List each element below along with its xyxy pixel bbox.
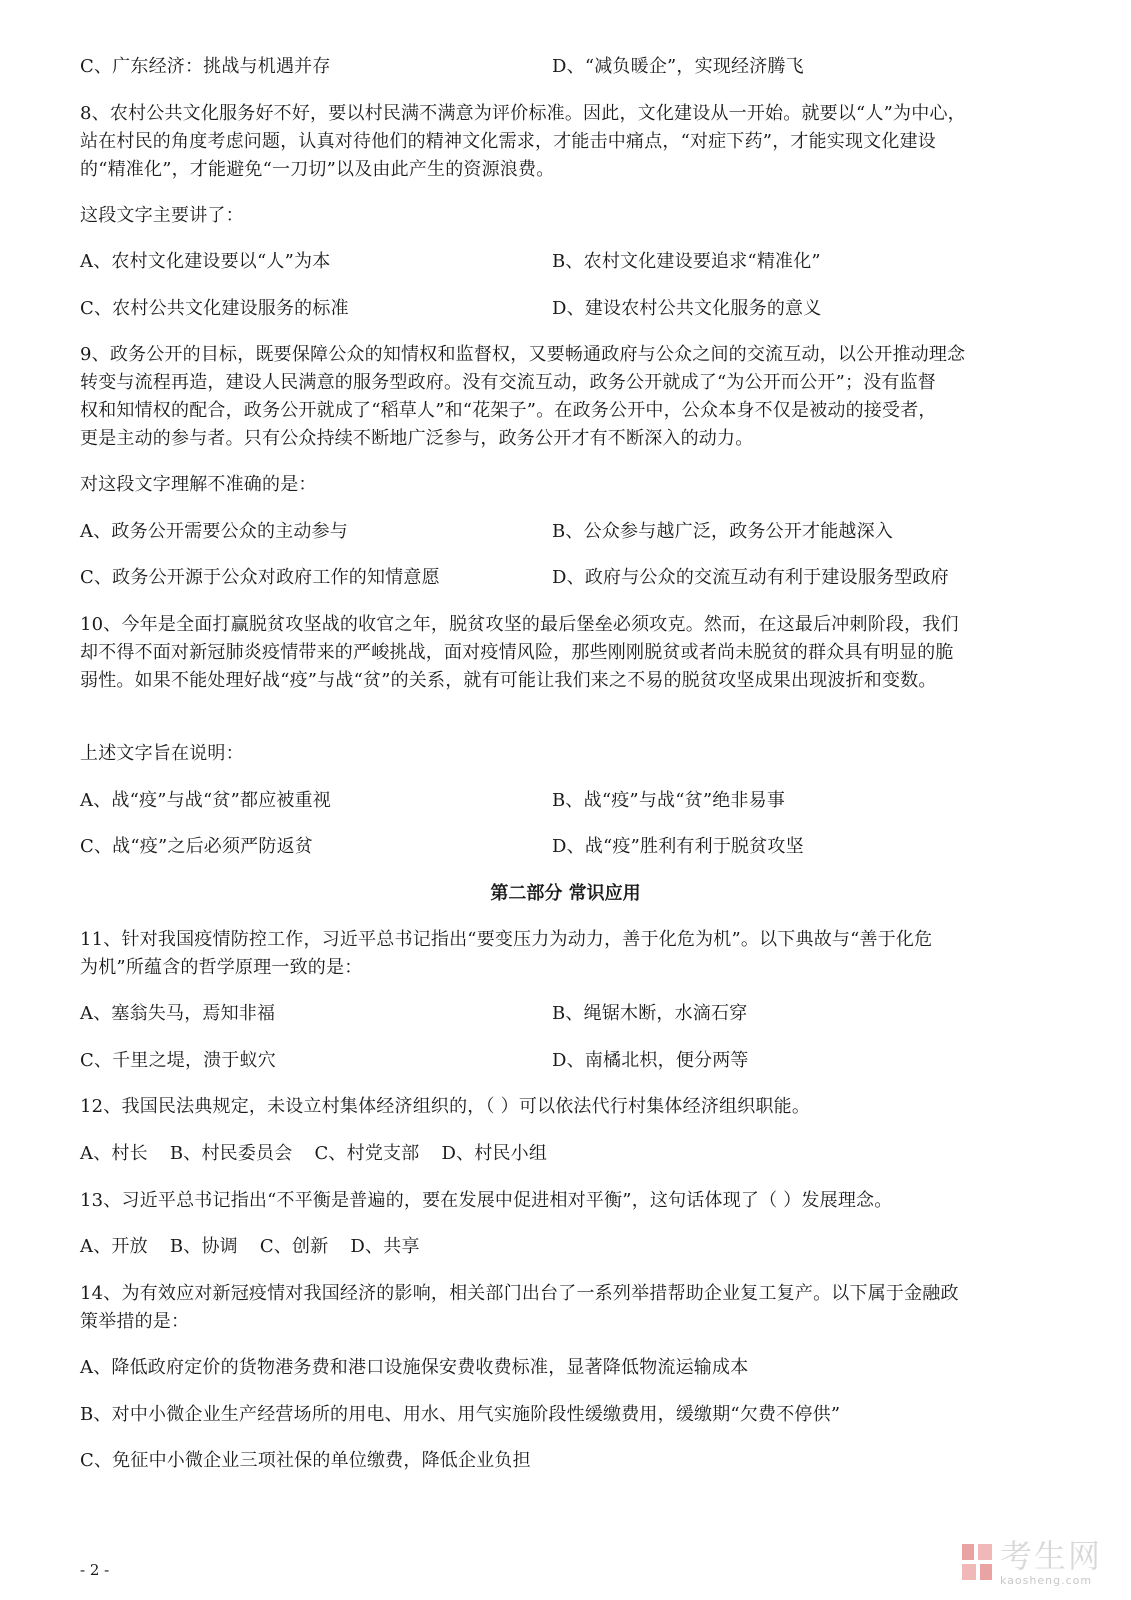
watermark-text: 考生网 — [1000, 1537, 1103, 1575]
q11-option-a: A、塞翁失马，焉知非福 — [80, 1003, 276, 1024]
q9-option-c: C、政务公开源于公众对政府工作的知情意愿 — [80, 567, 440, 588]
q13-option: C、创新 — [259, 1236, 329, 1257]
q12-option: C、村党支部 — [314, 1143, 420, 1164]
q13-text: 13、习近平总书记指出“不平衡是普遍的，要在发展中促进相对平衡”，这句话体现了（ ）发展理念。 — [80, 1190, 893, 1211]
q8-text-line: 的“精准化”，才能避免“一刀切”以及由此产生的资源浪费。 — [80, 159, 555, 180]
q11-option-c: C、千里之堤，溃于蚁穴 — [80, 1050, 276, 1071]
q8-option-a: A、农村文化建设要以“人”为本 — [80, 251, 331, 272]
q13-options — [80, 1234, 442, 1260]
q13-option: B、协调 — [169, 1236, 238, 1257]
q10-option-b: B、战“疫”与战“贫”绝非易事 — [552, 790, 786, 811]
q10-text-line: 10、今年是全面打赢脱贫攻坚战的收官之年，脱贫攻坚的最后堡垒必须攻克。然而，在这最后冲刺阶段，我们 — [80, 614, 959, 635]
q12-option: B、村民委员会 — [169, 1143, 293, 1164]
q9-text-line: 权和知情权的配合，政务公开就成了“稻草人”和“花架子”。在政务公开中，公众本身不仅是被动的接受者， — [80, 400, 937, 421]
q9-text-line: 9、政务公开的目标，既要保障公众的知情权和监督权，又要畅通政府与公众之间的交流互动，以公开推动理念 — [80, 344, 966, 365]
q7-option-c: C、广东经济：挑战与机遇并存 — [80, 56, 331, 77]
q8-option-c: C、农村公共文化建设服务的标准 — [80, 298, 349, 319]
q14-text-line: 14、为有效应对新冠疫情对我国经济的影响，相关部门出台了一系列举措帮助企业复工复产。以下属于金融政 — [80, 1283, 959, 1304]
q10-option-d: D、战“疫”胜利有利于脱贫攻坚 — [552, 836, 804, 857]
q14-option-a: A、降低政府定价的货物港务费和港口设施保安费收费标准，显著降低物流运输成本 — [80, 1357, 749, 1378]
q12-option: A、村长 — [80, 1143, 148, 1164]
q9-text-line: 更是主动的参与者。只有公众持续不断地广泛参与，政务公开才有不断深入的动力。 — [80, 428, 754, 449]
q14-option-c: C、免征中小微企业三项社保的单位缴费，降低企业负担 — [80, 1450, 531, 1471]
q11-text-line: 11、针对我国疫情防控工作，习近平总书记指出“要变压力为动力，善于化危为机”。以下典故与“善于化危 — [80, 929, 933, 950]
q8-question: 这段文字主要讲了： — [80, 205, 244, 226]
section-title: 第二部分 常识应用 — [490, 883, 641, 904]
watermark-url: kaosheng.com — [1000, 1574, 1093, 1587]
q8-option-d: D、建设农村公共文化服务的意义 — [552, 298, 822, 319]
q9-text-line: 转变与流程再造，建设人民满意的服务型政府。没有交流互动，政务公开就成了“为公开而公开”；没有监督 — [80, 372, 936, 393]
q10-text-line: 弱性。如果不能处理好战“疫”与战“贫”的关系，就有可能让我们来之不易的脱贫攻坚成果出现波折和变数。 — [80, 670, 937, 691]
page-number: - 2 - — [80, 1561, 110, 1579]
q12-text: 12、我国民法典规定，未设立村集体经济组织的，（ ）可以依法代行村集体经济组织职能。 — [80, 1096, 811, 1117]
q12-option: D、村民小组 — [441, 1143, 548, 1164]
q11-option-d: D、南橘北枳，便分两等 — [552, 1050, 749, 1071]
q10-option-c: C、战“疫”之后必须严防返贫 — [80, 836, 313, 857]
q10-text-line: 却不得不面对新冠肺炎疫情带来的严峻挑战，面对疫情风险，那些刚刚脱贫或者尚未脱贫的群众具有明显的脆 — [80, 642, 954, 663]
q10-question: 上述文字旨在说明： — [80, 743, 244, 764]
q12-options — [80, 1141, 569, 1167]
q10-option-a: A、战“疫”与战“贫”都应被重视 — [80, 790, 332, 811]
q14-option-b: B、对中小微企业生产经营场所的用电、用水、用气实施阶段性缓缴费用，缓缴期“欠费不停供” — [80, 1404, 841, 1425]
q9-option-b: B、公众参与越广泛，政务公开才能越深入 — [552, 521, 894, 542]
q11-option-b: B、绳锯木断，水滴石穿 — [552, 1003, 748, 1024]
q13-option: D、共享 — [350, 1236, 420, 1257]
watermark — [960, 1538, 1110, 1590]
q8-option-b: B、农村文化建设要追求“精准化” — [552, 251, 821, 272]
q14-text-line: 策举措的是： — [80, 1311, 190, 1332]
q9-question: 对这段文字理解不准确的是： — [80, 474, 317, 495]
q13-option: A、开放 — [80, 1236, 148, 1257]
q7-option-d: D、“减负暖企”，实现经济腾飞 — [552, 56, 804, 77]
q11-text-line: 为机”所蕴含的哲学原理一致的是： — [80, 957, 363, 978]
kaosheng-logo-icon — [960, 1542, 994, 1582]
q8-text-line: 8、农村公共文化服务好不好，要以村民满不满意为评价标准。因此，文化建设从一开始。就要以“人”为中心， — [80, 103, 966, 124]
q8-text-line: 站在村民的角度考虑问题，认真对待他们的精神文化需求，才能击中痛点，“对症下药”，才能实现文化建设 — [80, 131, 936, 152]
q9-option-a: A、政务公开需要公众的主动参与 — [80, 521, 348, 542]
q9-option-d: D、政府与公众的交流互动有利于建设服务型政府 — [552, 567, 949, 588]
